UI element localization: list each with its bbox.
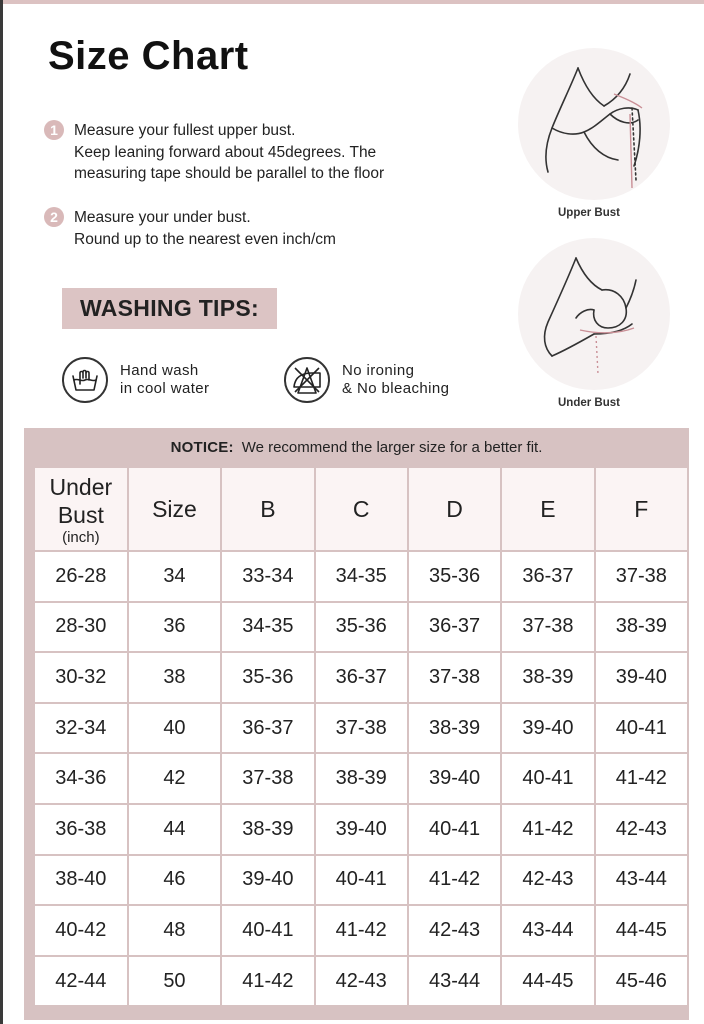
notice-label: NOTICE: — [170, 438, 234, 456]
table-cell: 40-41 — [316, 856, 407, 905]
table-cell: 38-40 — [35, 856, 127, 905]
table-cell: 42-43 — [502, 856, 593, 905]
no-iron-text — [342, 362, 449, 398]
table-cell: 37-38 — [409, 653, 500, 702]
table-cell: 34 — [129, 552, 221, 601]
table-cell: 36 — [129, 603, 221, 652]
table-row — [35, 754, 687, 803]
care-line: & No bleaching — [342, 380, 450, 397]
upper-bust-illustration — [518, 48, 670, 200]
hand-wash-text — [120, 362, 209, 398]
step-2-text — [74, 207, 336, 250]
top-border — [0, 0, 704, 4]
table-cell: 44-45 — [502, 957, 593, 1006]
table-cell: 40-41 — [222, 906, 313, 955]
header-under-bust-unit: (inch) — [62, 528, 100, 546]
table-cell: 43-44 — [502, 906, 593, 955]
table-row — [35, 906, 687, 955]
notice-bar — [24, 428, 689, 466]
table-cell: 35-36 — [409, 552, 500, 601]
table-cell: 37-38 — [316, 704, 407, 753]
table-cell: 36-37 — [502, 552, 593, 601]
table-cell: 34-35 — [316, 552, 407, 601]
header-size: Size — [129, 468, 221, 550]
table-row — [35, 552, 687, 601]
header-cup-f: F — [596, 468, 687, 550]
table-cell: 48 — [129, 906, 221, 955]
header-cup-b: B — [222, 468, 313, 550]
table-cell: 37-38 — [596, 552, 687, 601]
header-cup-d: D — [409, 468, 500, 550]
table-cell: 39-40 — [316, 805, 407, 854]
table-header-row — [35, 468, 687, 550]
table-cell: 40-41 — [409, 805, 500, 854]
table-cell: 41-42 — [222, 957, 313, 1006]
step-1-text — [74, 120, 384, 185]
table-cell: 34-35 — [222, 603, 313, 652]
left-border — [0, 0, 3, 1024]
table-cell: 36-38 — [35, 805, 127, 854]
table-cell: 37-38 — [502, 603, 593, 652]
table-cell: 50 — [129, 957, 221, 1006]
table-cell: 39-40 — [502, 704, 593, 753]
table-cell: 38-39 — [596, 603, 687, 652]
table-cell: 42 — [129, 754, 221, 803]
upper-bust-drawing — [518, 48, 670, 200]
table-cell: 41-42 — [596, 754, 687, 803]
table-cell: 35-36 — [222, 653, 313, 702]
table-cell: 44-45 — [596, 906, 687, 955]
table-cell: 40-41 — [502, 754, 593, 803]
table-cell: 41-42 — [502, 805, 593, 854]
table-cell: 40-41 — [596, 704, 687, 753]
table-cell: 42-43 — [316, 957, 407, 1006]
step-line: Measure your under bust. — [74, 209, 251, 226]
table-cell: 43-44 — [596, 856, 687, 905]
table-cell: 46 — [129, 856, 221, 905]
table-row — [35, 856, 687, 905]
table-cell: 41-42 — [409, 856, 500, 905]
under-bust-label: Under Bust — [558, 397, 620, 409]
table-cell: 38-39 — [222, 805, 313, 854]
table-cell: 33-34 — [222, 552, 313, 601]
washing-tips-heading: WASHING TIPS: — [62, 288, 277, 329]
table-cell: 30-32 — [35, 653, 127, 702]
table-cell: 38-39 — [409, 704, 500, 753]
table-cell: 26-28 — [35, 552, 127, 601]
hand-wash-icon — [62, 357, 108, 403]
table-row — [35, 957, 687, 1006]
no-iron-no-bleach-icon — [284, 357, 330, 403]
care-item-hand-wash — [62, 357, 209, 403]
care-line: Hand wash — [120, 362, 199, 379]
table-cell: 45-46 — [596, 957, 687, 1006]
header-under-bust-line: Under — [49, 473, 113, 500]
care-line: No ironing — [342, 362, 415, 379]
upper-bust-label: Upper Bust — [558, 207, 620, 219]
table-cell: 39-40 — [409, 754, 500, 803]
step-line: Round up to the nearest even inch/cm — [74, 230, 336, 248]
table-cell: 44 — [129, 805, 221, 854]
step-1 — [44, 120, 384, 185]
size-table-panel — [24, 428, 689, 1020]
table-cell: 41-42 — [316, 906, 407, 955]
notice-text: We recommend the larger size for a better fit. — [241, 438, 543, 456]
table-row — [35, 704, 687, 753]
header-under-bust-line: Bust — [57, 501, 104, 528]
header-cup-e: E — [502, 468, 593, 550]
header-cup-c: C — [316, 468, 407, 550]
size-table — [33, 466, 689, 1007]
page-title: Size Chart — [48, 34, 249, 78]
table-cell: 42-43 — [596, 805, 687, 854]
table-cell: 43-44 — [409, 957, 500, 1006]
table-cell: 42-44 — [35, 957, 127, 1006]
table-cell: 38-39 — [502, 653, 593, 702]
header-under-bust — [35, 468, 127, 550]
step-number-badge: 2 — [44, 207, 64, 227]
step-line: measuring tape should be parallel to the floor — [74, 165, 385, 182]
table-row — [35, 603, 687, 652]
table-cell: 40-42 — [35, 906, 127, 955]
table-cell: 42-43 — [409, 906, 500, 955]
table-cell: 39-40 — [596, 653, 687, 702]
care-line: in cool water — [120, 380, 210, 397]
care-item-no-iron-no-bleach — [284, 357, 449, 403]
table-cell: 38 — [129, 653, 221, 702]
under-bust-drawing — [518, 238, 670, 390]
under-bust-illustration — [518, 238, 670, 390]
table-cell: 40 — [129, 704, 221, 753]
table-cell: 39-40 — [222, 856, 313, 905]
table-cell: 36-37 — [409, 603, 500, 652]
table-cell: 36-37 — [316, 653, 407, 702]
table-cell: 35-36 — [316, 603, 407, 652]
table-row — [35, 805, 687, 854]
table-cell: 32-34 — [35, 704, 127, 753]
step-2 — [44, 207, 336, 250]
table-cell: 37-38 — [222, 754, 313, 803]
step-line: Measure your fullest upper bust. — [74, 122, 296, 139]
step-line: Keep leaning forward about 45degrees. The — [74, 143, 377, 161]
table-cell: 34-36 — [35, 754, 127, 803]
table-cell: 28-30 — [35, 603, 127, 652]
table-cell: 36-37 — [222, 704, 313, 753]
table-row — [35, 653, 687, 702]
table-cell: 38-39 — [316, 754, 407, 803]
step-number-badge: 1 — [44, 120, 64, 140]
